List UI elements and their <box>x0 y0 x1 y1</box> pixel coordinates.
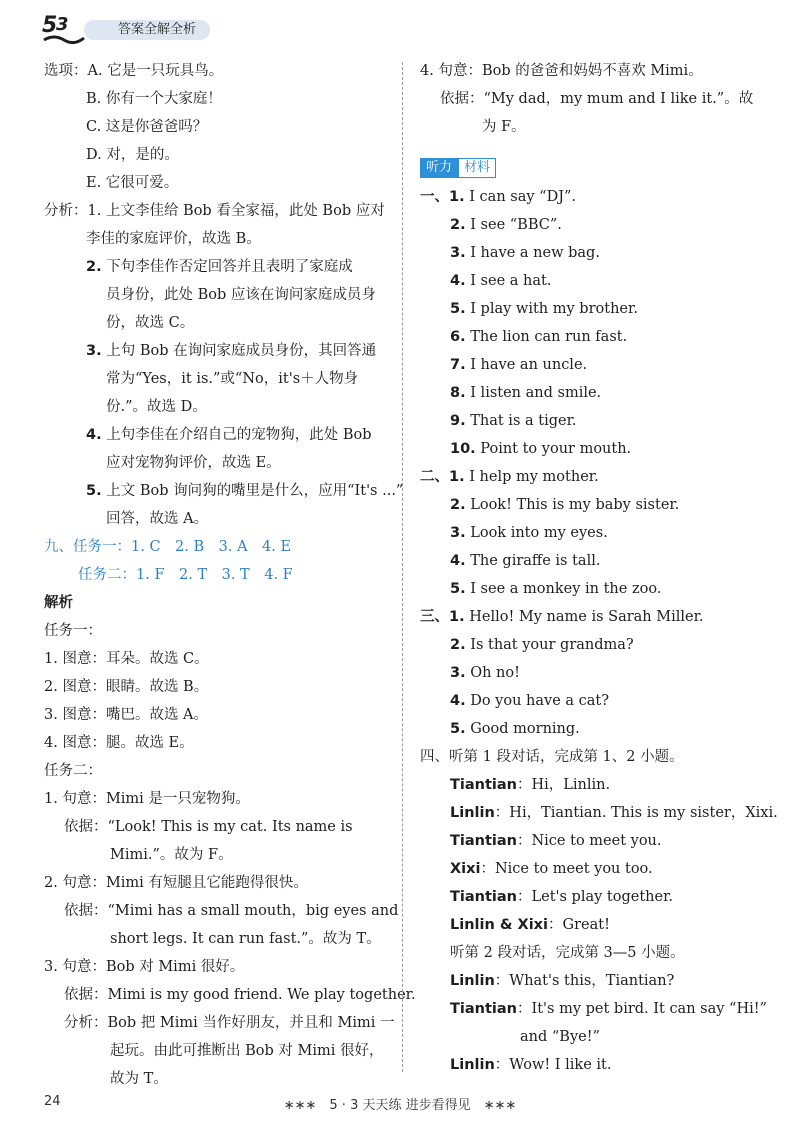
item-number: 6. <box>450 329 466 345</box>
text-line <box>44 704 208 726</box>
line-text: I see a monkey in the zoo. <box>470 581 662 597</box>
item-number: 10. <box>450 441 476 457</box>
text-line <box>450 942 685 964</box>
text-line <box>450 242 600 264</box>
item-number: 3. <box>86 343 102 359</box>
speaker-name: Linlin <box>450 1057 495 1073</box>
line-text: 依据：“Look! This is my cat. Its name is <box>64 819 353 835</box>
text-line <box>86 172 178 194</box>
text-line <box>44 648 209 670</box>
text-line <box>106 284 376 306</box>
line-text: I listen and smile. <box>470 385 602 401</box>
text-line <box>450 270 551 292</box>
text-line <box>420 746 684 768</box>
line-text: Mimi.”。故为 F。 <box>110 847 233 863</box>
text-line <box>520 1026 600 1048</box>
line-text: 4. 图意：腿。故选 E。 <box>44 735 194 751</box>
text-line <box>450 326 627 348</box>
line-text: B. 你有一个大家庭！ <box>86 91 222 107</box>
text-line <box>44 620 102 642</box>
line-text: 1. 句意：Mimi 是一只宠物狗。 <box>44 791 250 807</box>
item-number: 3. <box>450 245 466 261</box>
item-number: 二、1. <box>420 469 465 485</box>
item-number: 5. <box>450 301 466 317</box>
text-line <box>106 396 207 418</box>
text-line <box>106 312 194 334</box>
page-header <box>40 10 300 50</box>
line-text: ：Let's play together. <box>516 889 674 905</box>
line-text: I see “BBC”. <box>470 217 562 233</box>
item-number: 三、1. <box>420 609 465 625</box>
line-text: Point to your mouth. <box>480 441 632 457</box>
text-line <box>450 298 638 320</box>
line-text: Hello! My name is Sarah Miller. <box>469 609 704 625</box>
text-line <box>450 354 587 376</box>
line-text: 任务二：1. F 2. T 3. T 4. F <box>78 567 293 583</box>
speaker-name: Tiantian <box>450 777 517 793</box>
text-line <box>450 662 520 684</box>
speaker-name: Tiantian <box>450 889 517 905</box>
text-line <box>450 410 577 432</box>
text-line <box>86 340 376 362</box>
speaker-name: Xixi <box>450 861 481 877</box>
svg-text:3: 3 <box>56 14 69 35</box>
line-text: ：Nice to meet you too. <box>480 861 653 877</box>
line-text: 九、任务一：1. C 2. B 3. A 4. E <box>44 539 292 555</box>
item-number: 9. <box>450 413 466 429</box>
line-text: 份.”。故选 D。 <box>106 399 207 415</box>
text-line <box>86 228 261 250</box>
line-text: Look! This is my baby sister. <box>470 497 680 513</box>
text-line <box>44 60 223 82</box>
line-text: 4. 句意：Bob 的爸爸和妈妈不喜欢 Mimi。 <box>420 63 703 79</box>
line-text: 四、听第 1 段对话，完成第 1、2 小题。 <box>420 749 684 765</box>
item-number: 8. <box>450 385 466 401</box>
line-text: 应对宠物狗评价，故选 E。 <box>106 455 281 471</box>
line-text: C. 这是你爸爸吗？ <box>86 119 208 135</box>
text-line <box>450 998 767 1020</box>
item-number: 2. <box>450 217 466 233</box>
text-line <box>450 438 631 460</box>
text-line <box>450 914 610 936</box>
text-line <box>86 116 207 138</box>
line-text: 2. 句意：Mimi 有短腿且它能跑得很快。 <box>44 875 308 891</box>
line-text: 上句 Bob 在询问家庭成员身份，其回答通 <box>106 343 377 359</box>
text-line <box>44 956 244 978</box>
speaker-name: Linlin <box>450 973 495 989</box>
text-line <box>450 690 609 712</box>
line-text: ：Great! <box>548 917 610 933</box>
line-text: Look into my eyes. <box>470 525 608 541</box>
line-text: 下句李佳作否定回答并且表明了家庭成 <box>106 259 353 275</box>
line-text: 回答，故选 A。 <box>106 511 209 527</box>
line-text: I help my mother. <box>469 469 599 485</box>
line-text: ：Wow! I like it. <box>494 1057 612 1073</box>
text-line <box>64 816 353 838</box>
text-line <box>450 718 580 740</box>
line-text: ：Nice to meet you. <box>516 833 662 849</box>
text-line <box>110 928 381 950</box>
text-line <box>450 550 600 572</box>
text-line <box>450 214 562 236</box>
page-footer <box>0 1094 800 1114</box>
text-line <box>86 424 372 446</box>
line-text: Oh no! <box>470 665 520 681</box>
footer-slogan: ∗∗∗ 5 · 3 天天练 进步看得见 ∗∗∗ <box>283 1098 517 1113</box>
text-line <box>44 872 308 894</box>
line-text: 起玩。由此可推断出 Bob 对 Mimi 很好， <box>110 1043 384 1059</box>
line-text: 2. 图意：眼睛。故选 B。 <box>44 679 209 695</box>
text-line <box>450 382 601 404</box>
text-line <box>78 564 293 586</box>
line-text: Good morning. <box>470 721 580 737</box>
text-line <box>482 116 526 138</box>
item-number: 4. <box>450 273 466 289</box>
line-text: Is that your grandma? <box>470 637 634 653</box>
line-text: 分析：1. 上文李佳给 Bob 看全家福，此处 Bob 应对 <box>44 203 385 219</box>
text-line <box>450 1054 611 1076</box>
line-text: The lion can run fast. <box>470 329 628 345</box>
line-text: 3. 图意：嘴巴。故选 A。 <box>44 707 209 723</box>
line-text: 3. 句意：Bob 对 Mimi 很好。 <box>44 959 245 975</box>
text-line <box>110 844 233 866</box>
line-text: 听第 2 段对话，完成第 3—5 小题。 <box>450 945 685 961</box>
text-line <box>110 1068 168 1090</box>
text-line <box>450 886 673 908</box>
text-line <box>86 88 222 110</box>
line-text: 依据：“My dad，my mum and I like it.”。故 <box>440 91 754 107</box>
page-number: 24 <box>44 1094 61 1109</box>
section-label-listening <box>420 158 496 178</box>
line-text: and “Bye!” <box>520 1029 600 1045</box>
line-text: 选项：A. 它是一只玩具鸟。 <box>44 63 224 79</box>
speaker-name: Linlin & Xixi <box>450 917 549 933</box>
line-text: ：What's this，Tiantian? <box>494 973 675 989</box>
text-line <box>64 984 416 1006</box>
text-line <box>450 494 679 516</box>
line-text: Do you have a cat? <box>470 693 610 709</box>
line-text: E. 它很可爱。 <box>86 175 179 191</box>
line-text: ：Hi，Tiantian. This is my sister，Xixi. <box>494 805 778 821</box>
line-text: 份，故选 C。 <box>106 315 195 331</box>
text-line <box>44 788 250 810</box>
item-number: 2. <box>86 259 102 275</box>
text-line <box>86 144 179 166</box>
line-text: 解析 <box>44 595 73 611</box>
text-line <box>106 508 208 530</box>
line-text: 上句李佳在介绍自己的宠物狗，此处 Bob <box>106 427 372 443</box>
line-text: 李佳的家庭评价，故选 B。 <box>86 231 261 247</box>
text-line <box>420 606 704 628</box>
line-text: I can say “DJ”. <box>469 189 577 205</box>
line-text: ：It's my pet bird. It can say “Hi!” <box>516 1001 767 1017</box>
text-line <box>86 256 353 278</box>
text-line <box>86 480 403 502</box>
text-line <box>420 186 576 208</box>
line-text: 分析：Bob 把 Mimi 当作好朋友，并且和 Mimi 一 <box>64 1015 395 1031</box>
line-text: 故为 T。 <box>110 1071 168 1087</box>
item-number: 7. <box>450 357 466 373</box>
text-line <box>420 466 599 488</box>
line-text: That is a tiger. <box>470 413 577 429</box>
text-line <box>450 830 662 852</box>
item-number: 2. <box>450 637 466 653</box>
text-line <box>450 970 674 992</box>
item-number: 一、1. <box>420 189 465 205</box>
text-line <box>450 858 653 880</box>
text-line <box>44 732 194 754</box>
item-number: 5. <box>450 721 466 737</box>
text-line <box>440 88 753 110</box>
text-line <box>106 368 358 390</box>
item-number: 3. <box>450 665 466 681</box>
item-number: 5. <box>86 483 102 499</box>
header-title: 答案全解全析 <box>84 20 210 40</box>
text-line <box>450 522 608 544</box>
text-line <box>44 760 102 782</box>
item-number: 5. <box>450 581 466 597</box>
item-number: 2. <box>450 497 466 513</box>
speaker-name: Tiantian <box>450 833 517 849</box>
text-line <box>450 578 661 600</box>
text-line <box>44 676 208 698</box>
item-number: 4. <box>450 553 466 569</box>
text-line <box>44 200 385 222</box>
item-number: 4. <box>86 427 102 443</box>
line-text: I have an uncle. <box>470 357 588 373</box>
line-text: I play with my brother. <box>470 301 638 317</box>
section-label-part2: 材料 <box>458 158 496 178</box>
text-line <box>44 592 73 614</box>
text-line <box>420 60 703 82</box>
text-line <box>64 1012 394 1034</box>
line-text: 依据：“Mimi has a small mouth，big eyes and <box>64 903 399 919</box>
item-number: 3. <box>450 525 466 541</box>
line-text: The giraffe is tall. <box>470 553 601 569</box>
text-line <box>106 452 281 474</box>
text-line <box>64 900 398 922</box>
speaker-name: Linlin <box>450 805 495 821</box>
text-line <box>450 634 634 656</box>
line-text: D. 对，是的。 <box>86 147 179 163</box>
item-number: 4. <box>450 693 466 709</box>
line-text: 1. 图意：耳朵。故选 C。 <box>44 651 209 667</box>
text-line <box>110 1040 383 1062</box>
line-text: I see a hat. <box>470 273 552 289</box>
text-line <box>44 536 291 558</box>
text-line <box>450 802 778 824</box>
line-text: 为 F。 <box>482 119 526 135</box>
speaker-name: Tiantian <box>450 1001 517 1017</box>
section-label-part1: 听力 <box>420 158 458 178</box>
line-text: 任务一： <box>44 623 102 639</box>
line-text: ：Hi，Linlin. <box>516 777 611 793</box>
line-text: 任务二： <box>44 763 102 779</box>
line-text: 上文 Bob 询问狗的嘴里是什么，应用“It's ...” <box>106 483 404 499</box>
text-line <box>450 774 610 796</box>
line-text: I have a new bag. <box>470 245 600 261</box>
line-text: 依据：Mimi is my good friend. We play together. <box>64 987 416 1003</box>
line-text: 员身份，此处 Bob 应该在询问家庭成员身 <box>106 287 376 303</box>
line-text: short legs. It can run fast.”。故为 T。 <box>110 931 381 947</box>
column-divider <box>402 62 403 1072</box>
line-text: 常为“Yes，it is.”或“No，it's＋人物身 <box>106 371 359 387</box>
svg-text:5: 5 <box>42 13 58 38</box>
